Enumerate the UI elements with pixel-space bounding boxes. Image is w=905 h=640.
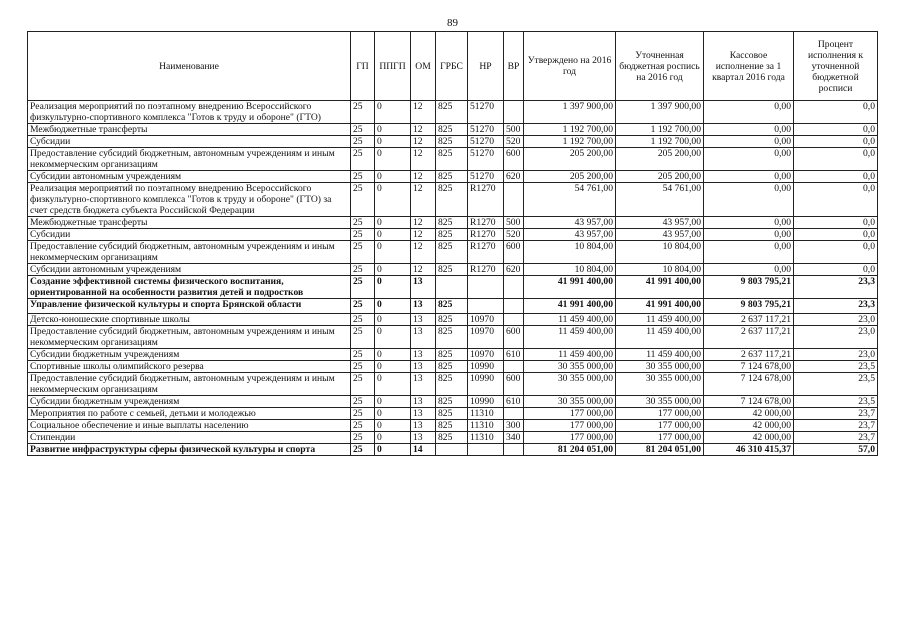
row-gp: 25 (351, 148, 375, 171)
row-om: 14 (411, 444, 436, 456)
row-refined: 205 200,00 (616, 148, 704, 171)
row-percent: 0,0 (794, 183, 878, 217)
row-approved: 11 459 400,00 (524, 349, 616, 361)
row-om: 13 (411, 326, 436, 349)
header-refined: Уточненная бюджетная роспись на 2016 год (616, 32, 704, 101)
row-name: Межбюджетные трансферты (28, 124, 351, 136)
row-name: Предоставление субсидий бюджетным, автономным учреждениям и иным некоммерческим организациям (28, 241, 351, 264)
row-vr: 520 (504, 229, 524, 241)
row-approved: 177 000,00 (524, 420, 616, 432)
row-percent: 23,5 (794, 373, 878, 396)
row-approved: 43 957,00 (524, 229, 616, 241)
row-vr: 600 (504, 241, 524, 264)
row-gp: 25 (351, 349, 375, 361)
row-approved: 30 355 000,00 (524, 361, 616, 373)
row-name: Управление физической культуры и спорта Брянской области (28, 299, 351, 314)
row-nr: 51270 (468, 101, 504, 124)
row-name: Детско-юношеские спортивные школы (28, 314, 351, 326)
row-gp: 25 (351, 299, 375, 314)
row-grbs: 825 (436, 171, 468, 183)
header-percent: Процент исполнения к уточненной бюджетной росписи (794, 32, 878, 101)
row-om: 13 (411, 349, 436, 361)
row-grbs: 825 (436, 326, 468, 349)
row-name: Предоставление субсидий бюджетным, автономным учреждениям и иным некоммерческим организациям (28, 148, 351, 171)
row-nr: R1270 (468, 229, 504, 241)
row-ppgp: 0 (375, 444, 411, 456)
table-row (28, 408, 878, 420)
row-refined: 43 957,00 (616, 217, 704, 229)
row-gp: 25 (351, 326, 375, 349)
table-row (28, 361, 878, 373)
row-grbs: 825 (436, 373, 468, 396)
row-om: 13 (411, 408, 436, 420)
row-approved: 11 459 400,00 (524, 326, 616, 349)
row-om: 13 (411, 314, 436, 326)
row-gp: 25 (351, 264, 375, 276)
row-approved: 1 192 700,00 (524, 136, 616, 148)
row-cash: 2 637 117,21 (704, 349, 794, 361)
row-vr: 520 (504, 136, 524, 148)
row-percent: 23,0 (794, 326, 878, 349)
row-cash: 42 000,00 (704, 432, 794, 444)
row-cash: 0,00 (704, 241, 794, 264)
table-row (28, 299, 878, 314)
table-row (28, 241, 878, 264)
row-grbs: 825 (436, 432, 468, 444)
row-vr: 500 (504, 124, 524, 136)
row-percent: 23,0 (794, 349, 878, 361)
row-ppgp: 0 (375, 408, 411, 420)
header-om: ОМ (411, 32, 436, 101)
row-ppgp: 0 (375, 101, 411, 124)
row-om: 12 (411, 171, 436, 183)
row-approved: 81 204 051,00 (524, 444, 616, 456)
row-grbs (436, 276, 468, 299)
row-refined: 54 761,00 (616, 183, 704, 217)
row-cash: 9 803 795,21 (704, 276, 794, 299)
row-nr (468, 276, 504, 299)
row-nr (468, 444, 504, 456)
budget-table (27, 31, 878, 456)
row-nr: 10990 (468, 361, 504, 373)
row-gp: 25 (351, 136, 375, 148)
row-gp: 25 (351, 241, 375, 264)
row-name: Спортивные школы олимпийского резерва (28, 361, 351, 373)
row-vr: 500 (504, 217, 524, 229)
header-cash: Кассовое исполнение за 1 квартал 2016 года (704, 32, 794, 101)
row-ppgp: 0 (375, 241, 411, 264)
row-ppgp: 0 (375, 183, 411, 217)
row-name: Реализация мероприятий по поэтапному внедрению Всероссийского физкультурно-спортивного комплекса "Готов к труду и обороне" (ГТО) за счет средств бюджета субъекта Российской Федерации (28, 183, 351, 217)
row-nr: 10970 (468, 314, 504, 326)
header-name: Наименование (28, 32, 351, 101)
row-vr: 600 (504, 373, 524, 396)
row-gp: 25 (351, 361, 375, 373)
row-approved: 1 397 900,00 (524, 101, 616, 124)
header-approved: Утверждено на 2016 год (524, 32, 616, 101)
row-nr: R1270 (468, 264, 504, 276)
row-name: Предоставление субсидий бюджетным, автономным учреждениям и иным некоммерческим организациям (28, 373, 351, 396)
table-row (28, 229, 878, 241)
row-approved: 43 957,00 (524, 217, 616, 229)
row-cash: 0,00 (704, 124, 794, 136)
row-name: Развитие инфраструктуры сферы физической культуры и спорта (28, 444, 351, 456)
row-name: Субсидии автономным учреждениям (28, 171, 351, 183)
row-ppgp: 0 (375, 264, 411, 276)
header-ppgp: ППГП (375, 32, 411, 101)
row-om: 13 (411, 299, 436, 314)
row-om: 13 (411, 432, 436, 444)
row-percent: 23,3 (794, 299, 878, 314)
row-name: Субсидии автономным учреждениям (28, 264, 351, 276)
row-om: 12 (411, 217, 436, 229)
row-om: 13 (411, 420, 436, 432)
row-grbs (436, 444, 468, 456)
row-ppgp: 0 (375, 171, 411, 183)
row-om: 12 (411, 229, 436, 241)
row-percent: 23,0 (794, 314, 878, 326)
row-refined: 10 804,00 (616, 241, 704, 264)
row-ppgp: 0 (375, 217, 411, 229)
row-nr (468, 299, 504, 314)
row-ppgp: 0 (375, 420, 411, 432)
row-cash: 42 000,00 (704, 408, 794, 420)
row-cash: 0,00 (704, 217, 794, 229)
row-om: 12 (411, 101, 436, 124)
row-om: 12 (411, 264, 436, 276)
row-grbs: 825 (436, 136, 468, 148)
row-om: 13 (411, 276, 436, 299)
row-ppgp: 0 (375, 373, 411, 396)
row-nr: 11310 (468, 432, 504, 444)
row-name: Межбюджетные трансферты (28, 217, 351, 229)
row-grbs: 825 (436, 349, 468, 361)
table-row (28, 148, 878, 171)
row-approved: 177 000,00 (524, 432, 616, 444)
row-percent: 0,0 (794, 171, 878, 183)
row-vr (504, 408, 524, 420)
row-vr (504, 444, 524, 456)
row-percent: 0,0 (794, 229, 878, 241)
row-refined: 41 991 400,00 (616, 299, 704, 314)
row-approved: 11 459 400,00 (524, 314, 616, 326)
row-refined: 41 991 400,00 (616, 276, 704, 299)
row-grbs: 825 (436, 299, 468, 314)
table-row (28, 276, 878, 299)
row-ppgp: 0 (375, 299, 411, 314)
row-refined: 11 459 400,00 (616, 326, 704, 349)
row-cash: 0,00 (704, 264, 794, 276)
row-name: Предоставление субсидий бюджетным, автономным учреждениям и иным некоммерческим организациям (28, 326, 351, 349)
row-nr: R1270 (468, 217, 504, 229)
row-vr (504, 361, 524, 373)
row-grbs: 825 (436, 396, 468, 408)
row-nr: R1270 (468, 241, 504, 264)
row-percent: 23,5 (794, 361, 878, 373)
row-vr: 620 (504, 171, 524, 183)
row-om: 13 (411, 396, 436, 408)
header-gp: ГП (351, 32, 375, 101)
row-percent: 23,3 (794, 276, 878, 299)
row-refined: 11 459 400,00 (616, 314, 704, 326)
table-row (28, 444, 878, 456)
row-ppgp: 0 (375, 276, 411, 299)
row-gp: 25 (351, 101, 375, 124)
row-cash: 2 637 117,21 (704, 314, 794, 326)
row-om: 12 (411, 241, 436, 264)
row-nr: 11310 (468, 420, 504, 432)
row-ppgp: 0 (375, 136, 411, 148)
row-name: Субсидии (28, 229, 351, 241)
row-approved: 10 804,00 (524, 264, 616, 276)
row-cash: 2 637 117,21 (704, 326, 794, 349)
row-percent: 0,0 (794, 217, 878, 229)
row-percent: 23,7 (794, 408, 878, 420)
row-ppgp: 0 (375, 396, 411, 408)
row-nr: 51270 (468, 124, 504, 136)
row-approved: 1 192 700,00 (524, 124, 616, 136)
row-ppgp: 0 (375, 361, 411, 373)
table-row (28, 432, 878, 444)
row-vr: 610 (504, 349, 524, 361)
row-grbs: 825 (436, 217, 468, 229)
row-approved: 41 991 400,00 (524, 276, 616, 299)
row-vr (504, 314, 524, 326)
row-percent: 0,0 (794, 241, 878, 264)
row-vr (504, 101, 524, 124)
row-vr (504, 183, 524, 217)
table-row (28, 124, 878, 136)
row-refined: 177 000,00 (616, 420, 704, 432)
row-vr (504, 299, 524, 314)
row-nr: 51270 (468, 171, 504, 183)
table-row (28, 349, 878, 361)
row-percent: 0,0 (794, 101, 878, 124)
row-grbs: 825 (436, 361, 468, 373)
row-name: Создание эффективной системы физического воспитания, ориентированной на особенности развития детей и подростков (28, 276, 351, 299)
row-percent: 0,0 (794, 148, 878, 171)
row-om: 12 (411, 136, 436, 148)
row-approved: 177 000,00 (524, 408, 616, 420)
row-refined: 177 000,00 (616, 408, 704, 420)
row-cash: 0,00 (704, 136, 794, 148)
row-nr: 10990 (468, 396, 504, 408)
row-refined: 177 000,00 (616, 432, 704, 444)
row-name: Стипендии (28, 432, 351, 444)
row-cash: 9 803 795,21 (704, 299, 794, 314)
row-gp: 25 (351, 444, 375, 456)
row-gp: 25 (351, 124, 375, 136)
table-row (28, 136, 878, 148)
row-om: 13 (411, 373, 436, 396)
row-name: Социальное обеспечение и иные выплаты населению (28, 420, 351, 432)
table-row (28, 183, 878, 217)
row-name: Мероприятия по работе с семьей, детьми и молодежью (28, 408, 351, 420)
row-percent: 0,0 (794, 136, 878, 148)
row-nr: 10970 (468, 326, 504, 349)
table-row (28, 396, 878, 408)
row-refined: 30 355 000,00 (616, 373, 704, 396)
row-gp: 25 (351, 276, 375, 299)
header-vr: ВР (504, 32, 524, 101)
table-row (28, 264, 878, 276)
row-refined: 30 355 000,00 (616, 361, 704, 373)
row-approved: 205 200,00 (524, 171, 616, 183)
table-row (28, 373, 878, 396)
row-approved: 205 200,00 (524, 148, 616, 171)
row-cash: 0,00 (704, 101, 794, 124)
row-om: 13 (411, 361, 436, 373)
row-approved: 54 761,00 (524, 183, 616, 217)
row-nr: 10990 (468, 373, 504, 396)
row-gp: 25 (351, 217, 375, 229)
row-ppgp: 0 (375, 229, 411, 241)
table-row (28, 420, 878, 432)
row-grbs: 825 (436, 408, 468, 420)
row-nr: 51270 (468, 136, 504, 148)
row-gp: 25 (351, 229, 375, 241)
row-ppgp: 0 (375, 326, 411, 349)
table-row (28, 326, 878, 349)
row-gp: 25 (351, 420, 375, 432)
row-gp: 25 (351, 396, 375, 408)
row-gp: 25 (351, 314, 375, 326)
row-name: Реализация мероприятий по поэтапному внедрению Всероссийского физкультурно-спортивного комплекса "Готов к труду и обороне" (ГТО) (28, 101, 351, 124)
row-vr (504, 276, 524, 299)
row-om: 12 (411, 148, 436, 171)
row-name: Субсидии (28, 136, 351, 148)
row-gp: 25 (351, 373, 375, 396)
row-gp: 25 (351, 171, 375, 183)
row-refined: 1 192 700,00 (616, 136, 704, 148)
row-ppgp: 0 (375, 349, 411, 361)
table-body (28, 101, 878, 456)
row-refined: 10 804,00 (616, 264, 704, 276)
row-approved: 41 991 400,00 (524, 299, 616, 314)
row-cash: 42 000,00 (704, 420, 794, 432)
page-number: 89 (447, 17, 458, 29)
row-vr: 340 (504, 432, 524, 444)
row-refined: 205 200,00 (616, 171, 704, 183)
row-grbs: 825 (436, 124, 468, 136)
row-grbs: 825 (436, 148, 468, 171)
row-ppgp: 0 (375, 432, 411, 444)
row-cash: 0,00 (704, 183, 794, 217)
row-nr: R1270 (468, 183, 504, 217)
row-refined: 1 192 700,00 (616, 124, 704, 136)
row-cash: 7 124 678,00 (704, 396, 794, 408)
row-grbs: 825 (436, 183, 468, 217)
table-row (28, 217, 878, 229)
row-vr: 620 (504, 264, 524, 276)
row-refined: 81 204 051,00 (616, 444, 704, 456)
row-vr: 610 (504, 396, 524, 408)
row-percent: 23,5 (794, 396, 878, 408)
row-nr: 51270 (468, 148, 504, 171)
row-cash: 0,00 (704, 148, 794, 171)
row-cash: 7 124 678,00 (704, 373, 794, 396)
header-grbs: ГРБС (436, 32, 468, 101)
row-gp: 25 (351, 183, 375, 217)
row-percent: 57,0 (794, 444, 878, 456)
row-percent: 0,0 (794, 124, 878, 136)
row-grbs: 825 (436, 314, 468, 326)
row-refined: 1 397 900,00 (616, 101, 704, 124)
row-refined: 43 957,00 (616, 229, 704, 241)
header-row (28, 32, 878, 101)
row-grbs: 825 (436, 229, 468, 241)
row-cash: 0,00 (704, 229, 794, 241)
table-row (28, 101, 878, 124)
row-cash: 0,00 (704, 171, 794, 183)
row-approved: 10 804,00 (524, 241, 616, 264)
row-percent: 0,0 (794, 264, 878, 276)
row-grbs: 825 (436, 264, 468, 276)
row-approved: 30 355 000,00 (524, 396, 616, 408)
row-percent: 23,7 (794, 432, 878, 444)
row-ppgp: 0 (375, 124, 411, 136)
row-approved: 30 355 000,00 (524, 373, 616, 396)
row-grbs: 825 (436, 420, 468, 432)
row-grbs: 825 (436, 101, 468, 124)
row-ppgp: 0 (375, 148, 411, 171)
row-vr: 300 (504, 420, 524, 432)
row-refined: 30 355 000,00 (616, 396, 704, 408)
row-vr: 600 (504, 148, 524, 171)
row-om: 12 (411, 183, 436, 217)
row-gp: 25 (351, 408, 375, 420)
row-gp: 25 (351, 432, 375, 444)
row-nr: 10970 (468, 349, 504, 361)
row-ppgp: 0 (375, 314, 411, 326)
row-vr: 600 (504, 326, 524, 349)
row-grbs: 825 (436, 241, 468, 264)
row-name: Субсидии бюджетным учреждениям (28, 396, 351, 408)
row-cash: 46 310 415,37 (704, 444, 794, 456)
table-row (28, 171, 878, 183)
row-name: Субсидии бюджетным учреждениям (28, 349, 351, 361)
header-nr: НР (468, 32, 504, 101)
row-refined: 11 459 400,00 (616, 349, 704, 361)
row-percent: 23,7 (794, 420, 878, 432)
row-cash: 7 124 678,00 (704, 361, 794, 373)
row-nr: 11310 (468, 408, 504, 420)
row-om: 12 (411, 124, 436, 136)
table-row (28, 314, 878, 326)
